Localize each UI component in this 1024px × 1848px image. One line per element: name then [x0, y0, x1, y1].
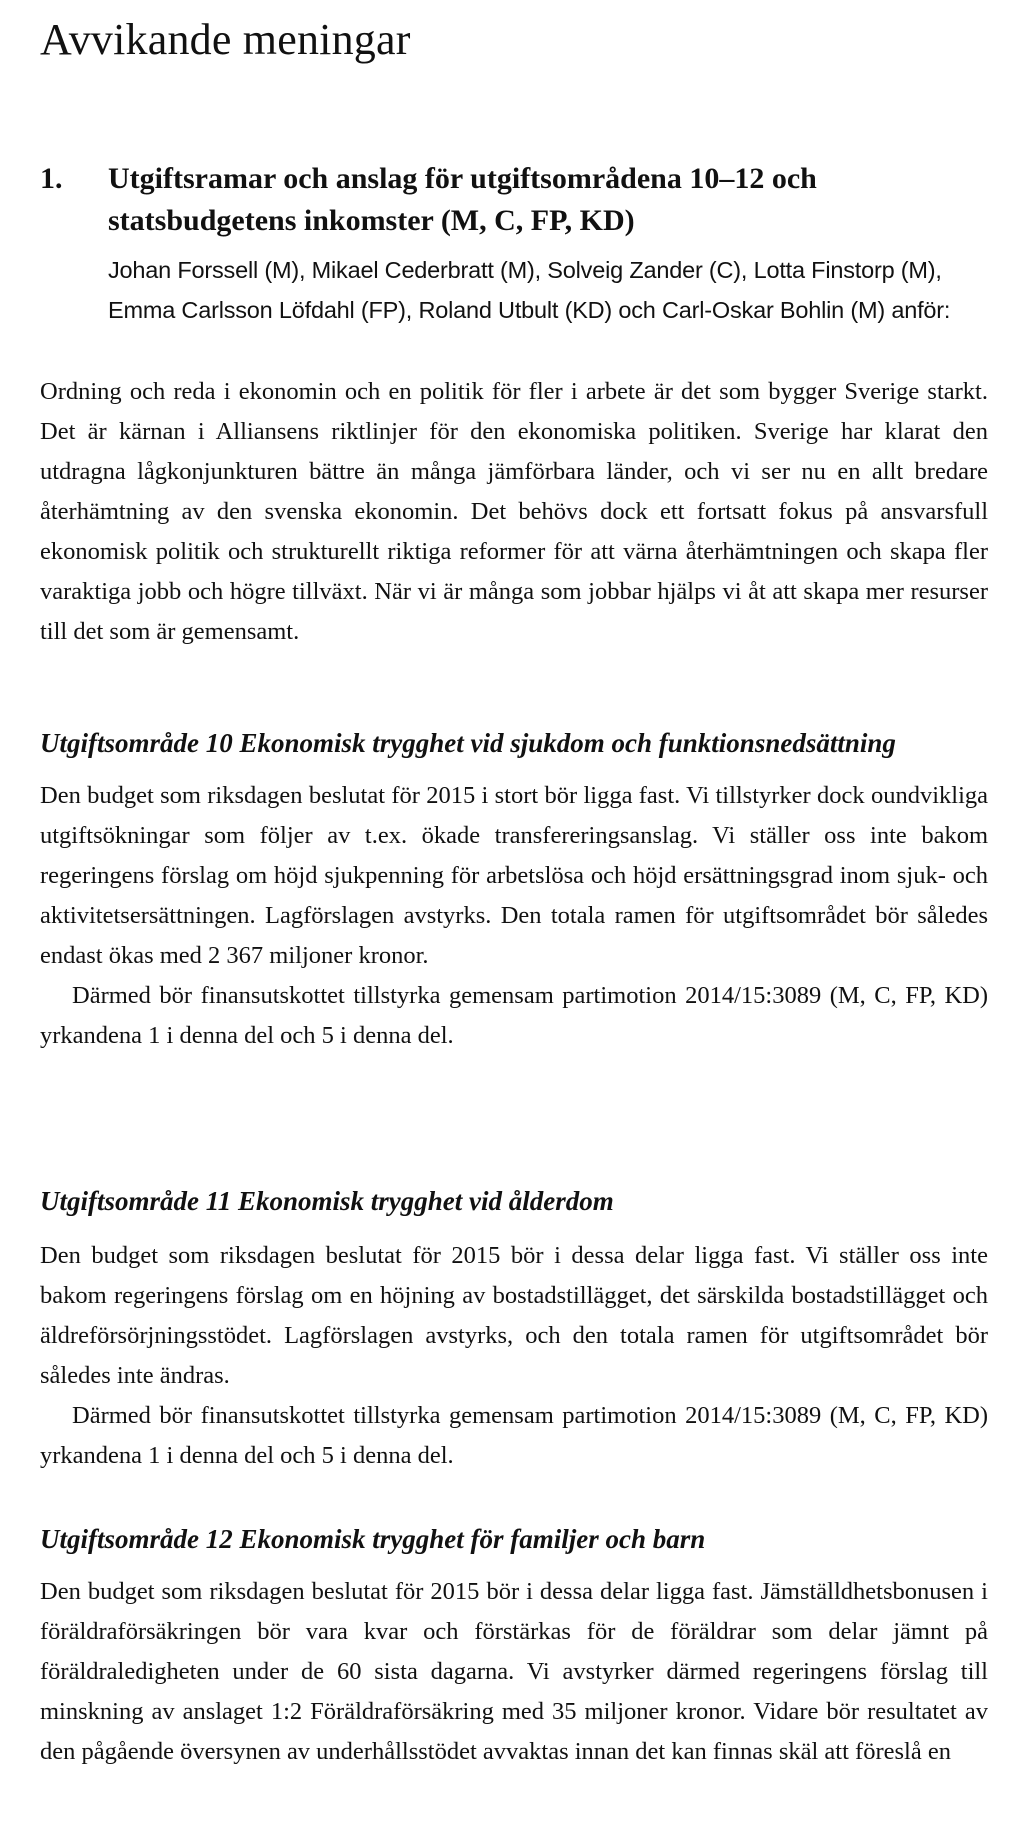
section-number: 1. [40, 162, 63, 195]
uo12-heading: Utgiftsområde 12 Ekonomisk trygghet för familjer och barn [40, 1524, 706, 1554]
uo11-block [40, 1180, 988, 1476]
page-title: Avvikande meningar [40, 15, 411, 64]
uo11-heading: Utgiftsområde 11 Ekonomisk trygghet vid ålderdom [40, 1186, 614, 1216]
intro-paragraph: Ordning och reda i ekonomin och en politik för fler i arbete är det som bygger Sverige starkt. Det är kärnan i Alliansens riktlinjer för den ekonomiska politiken. Sverige har klarat den utdragna lågkonjunkturen bättre än många jämförbara länder, och vi ser nu en allt bredare återhämtning av den svenska ekonomin. Det behövs dock ett fortsatt fokus på ansvarsfull ekonomisk politik och strukturellt riktiga reformer för att värna återhämtningen och skapa fler varaktiga jobb och högre tillväxt. När vi är många som jobbar hjälps vi åt att skapa mer resurser till det som är gemensamt. [40, 378, 988, 645]
uo12-block [40, 1518, 988, 1772]
uo10-conclusion: Därmed bör finansutskottet tillstyrka gemensam partimotion 2014/15:3089 (M, C, FP, KD) yrkandena 1 i denna del och 5 i denna del. [40, 982, 988, 1049]
uo11-paragraph: Den budget som riksdagen beslutat för 2015 bör i dessa delar ligga fast. Vi ställer oss inte bakom regeringens förslag om en höjning av bostadstillägget, det särskilda bostadstillägget och äldreförsörjningsstödet. Lagförslagen avstyrks, och den totala ramen för utgiftsområdet bör således inte ändras. [40, 1242, 988, 1389]
uo10-block [40, 722, 988, 1056]
uo12-paragraph: Den budget som riksdagen beslutat för 2015 bör i dessa delar ligga fast. Jämställdhetsbonusen i föräldraförsäkringen bör vara kvar och förstärkas för de föräldrar som delar jämnt på föräldraledigheten under de 60 sista dagarna. Vi avstyrker därmed regeringens förslag till minskning av anslaget 1:2 Föräldraförsäkring med 35 miljoner kronor. Vidare bör resultatet av den pågående översynen av underhållsstödet avvaktas innan det kan finnas skäl att föreslå en [40, 1578, 988, 1765]
signatories: Johan Forssell (M), Mikael Cederbratt (M), Solveig Zander (C), Lotta Finstorp (M), Emma Carlsson Löfdahl (FP), Roland Utbult (KD) och Carl-Oskar Bohlin (M) anför: [108, 257, 951, 323]
uo10-paragraph: Den budget som riksdagen beslutat för 2015 i stort bör ligga fast. Vi tillstyrker dock oundvikliga utgiftsökningar som följer av t.ex. ökade transfereringsanslag. Vi ställer oss inte bakom regeringens förslag om höjd sjukpenning för arbetslösa och höjd ersättningsgrad inom sjuk- och aktivitetsersättningen. Lagförslagen avstyrks. Den totala ramen för utgiftsområdet bör således endast ökas med 2 367 miljoner kronor. [40, 782, 988, 969]
uo10-heading: Utgiftsområde 10 Ekonomisk trygghet vid sjukdom och funktionsnedsättning [40, 728, 896, 758]
section-title: Utgiftsramar och anslag för utgiftsområdena 10–12 och statsbudgetens inkomster (M, C, FP, KD) [108, 162, 817, 237]
uo11-conclusion: Därmed bör finansutskottet tillstyrka gemensam partimotion 2014/15:3089 (M, C, FP, KD) yrkandena 1 i denna del och 5 i denna del. [40, 1402, 988, 1469]
intro-block [40, 372, 988, 652]
